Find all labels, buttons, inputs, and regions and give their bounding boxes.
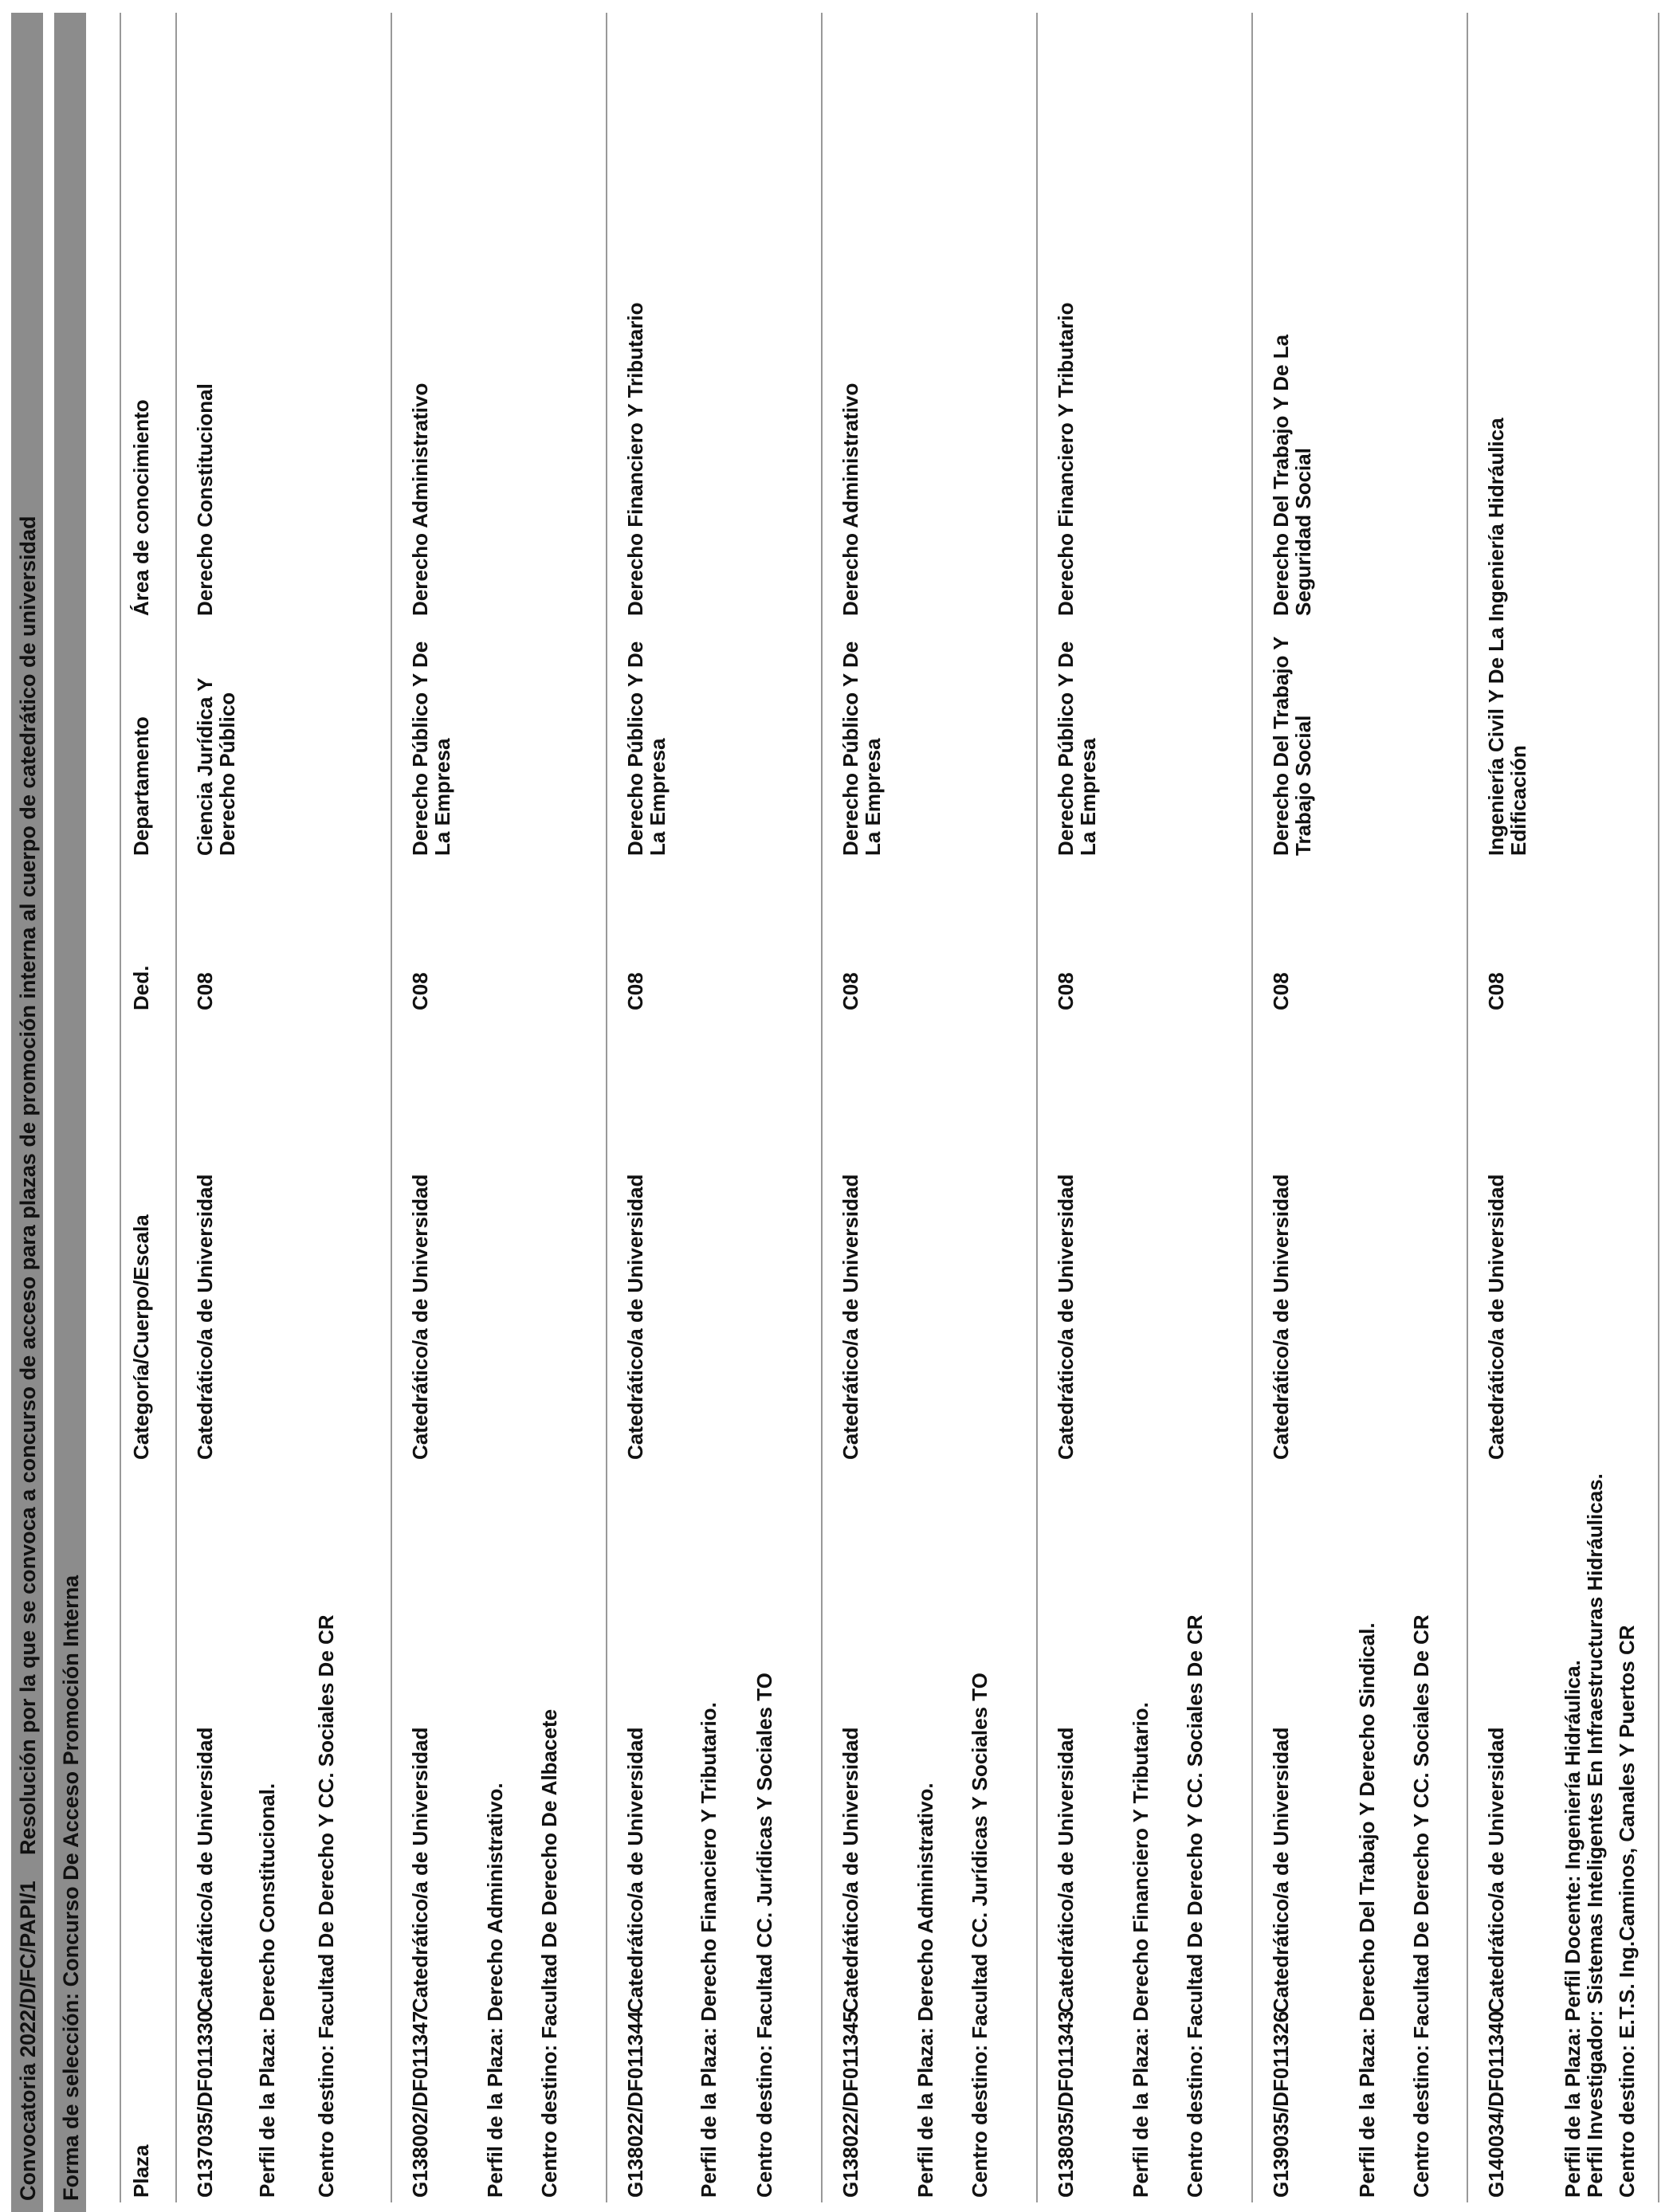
col-categoria: Categoría/Cuerpo/Escala xyxy=(129,1214,153,1460)
plaza-departamento-line2: La Empresa xyxy=(861,738,885,856)
col-area: Área de conocimiento xyxy=(129,399,153,616)
plaza-area: Derecho Financiero Y Tributario xyxy=(1054,302,1078,616)
plaza-departamento: Derecho Público Y De xyxy=(623,641,647,856)
plaza-categoria-short: Catedrático/a de Universidad xyxy=(408,1727,432,2013)
plaza-departamento: Derecho Del Trabajo Y xyxy=(1269,636,1293,856)
plaza-perfil: Perfil de la Plaza: Derecho Administrativo. xyxy=(913,1783,937,2198)
plaza-categoria: Catedrático/a de Universidad xyxy=(408,1174,432,1460)
col-plaza: Plaza xyxy=(129,2144,153,2198)
plaza-area: Derecho Administrativo xyxy=(408,382,432,616)
convocatoria-header-bar xyxy=(11,13,43,2212)
plaza-departamento: Derecho Público Y De xyxy=(408,641,432,856)
row-divider xyxy=(1467,13,1468,2202)
table-row xyxy=(1471,0,1673,2212)
plaza-code: G138035/DF011343 xyxy=(1054,2010,1078,2198)
plaza-centro-destino: Centro destino: Facultad De Derecho De Albacete xyxy=(537,1708,561,2198)
plaza-centro-destino: Centro destino: Facultad De Derecho Y CC. Sociales De CR xyxy=(1409,1614,1433,2198)
col-dedicacion: Ded. xyxy=(129,965,153,1010)
plaza-departamento: Ciencia Jurídica Y xyxy=(193,677,217,856)
plaza-categoria-short: Catedrático/a de Universidad xyxy=(623,1727,647,2013)
plaza-area-line2: Seguridad Social xyxy=(1291,448,1315,616)
convocatoria-code: Convocatoria 2022/D/FC/PAPI/1 xyxy=(16,1881,40,2201)
plaza-departamento-line2: Derecho Público xyxy=(215,692,239,856)
row-divider xyxy=(175,13,177,2202)
plaza-departamento-line2: Edificación xyxy=(1506,745,1530,856)
plaza-dedicacion: C08 xyxy=(408,972,432,1010)
plaza-perfil: Perfil de la Plaza: Derecho Del Trabajo Y Derecho Sindical. xyxy=(1355,1622,1379,2198)
plaza-categoria: Catedrático/a de Universidad xyxy=(1269,1174,1293,1460)
plaza-departamento-line2: La Empresa xyxy=(430,738,454,856)
plaza-centro-destino: Centro destino: Facultad De Derecho Y CC. Sociales De CR xyxy=(314,1614,338,2198)
plaza-departamento: Ingeniería Civil Y De La Ingeniería Hidráulica xyxy=(1484,418,1508,856)
plaza-dedicacion: C08 xyxy=(1054,972,1078,1010)
plaza-code: G140034/DF011340 xyxy=(1484,2010,1508,2198)
plaza-centro-destino: Centro destino: Facultad De Derecho Y CC. Sociales De CR xyxy=(1183,1614,1207,2198)
plaza-perfil: Perfil de la Plaza: Derecho Administrativo. xyxy=(483,1783,507,2198)
plaza-code: G139035/DF011326 xyxy=(1269,2010,1293,2198)
column-header-divider xyxy=(120,13,121,2202)
table-row xyxy=(395,0,604,2212)
plaza-departamento-line2: La Empresa xyxy=(1076,738,1100,856)
col-departamento: Departamento xyxy=(129,716,153,856)
plaza-area: Derecho Del Trabajo Y De La xyxy=(1269,334,1293,616)
plaza-departamento-line2: La Empresa xyxy=(646,738,670,856)
plaza-dedicacion: C08 xyxy=(623,972,647,1010)
plaza-code: G138022/DF011345 xyxy=(838,2010,862,2198)
plaza-dedicacion: C08 xyxy=(1484,972,1508,1010)
plaza-centro-destino: Centro destino: E.T.S. Ing.Caminos, Canales Y Puertos CR xyxy=(1615,1625,1639,2198)
table-row xyxy=(180,0,389,2212)
plaza-dedicacion: C08 xyxy=(838,972,862,1010)
table-row xyxy=(826,0,1035,2212)
plaza-dedicacion: C08 xyxy=(193,972,217,1010)
plaza-categoria-short: Catedrático/a de Universidad xyxy=(1054,1727,1078,2013)
plaza-code: G138022/DF011344 xyxy=(623,2010,647,2198)
plaza-departamento-line2: Trabajo Social xyxy=(1291,715,1315,856)
plaza-categoria: Catedrático/a de Universidad xyxy=(1054,1174,1078,1460)
plaza-perfil: Perfil de la Plaza: Perfil Docente: Ingeniería Hidráulica. xyxy=(1561,1660,1585,2198)
plaza-area: Derecho Administrativo xyxy=(838,382,862,616)
plaza-area: Derecho Financiero Y Tributario xyxy=(623,302,647,616)
plaza-categoria: Catedrático/a de Universidad xyxy=(838,1174,862,1460)
plaza-centro-destino: Centro destino: Facultad CC. Jurídicas Y Sociales TO xyxy=(752,1673,776,2198)
table-row xyxy=(1256,0,1465,2212)
row-divider xyxy=(606,13,607,2202)
row-divider xyxy=(391,13,392,2202)
plaza-categoria-short: Catedrático/a de Universidad xyxy=(1484,1727,1508,2013)
plaza-dedicacion: C08 xyxy=(1269,972,1293,1010)
plaza-categoria: Catedrático/a de Universidad xyxy=(193,1174,217,1460)
plaza-categoria-short: Catedrático/a de Universidad xyxy=(1269,1727,1293,2013)
table-row xyxy=(611,0,819,2212)
plaza-code: G138002/DF011347 xyxy=(408,2010,432,2198)
plaza-categoria: Catedrático/a de Universidad xyxy=(623,1174,647,1460)
plaza-departamento: Derecho Público Y De xyxy=(1054,641,1078,856)
resolucion-title: Resolución por la que se convoca a concurso de acceso para plazas de promoción interna al cuerpo de catedrático de universidad xyxy=(16,516,40,1855)
row-divider xyxy=(1036,13,1038,2202)
forma-seleccion-bar xyxy=(54,13,86,2212)
plaza-departamento: Derecho Público Y De xyxy=(838,641,862,856)
row-divider xyxy=(1658,13,1659,2202)
plaza-perfil: Perfil de la Plaza: Derecho Constitucional. xyxy=(255,1783,279,2198)
plaza-categoria: Catedrático/a de Universidad xyxy=(1484,1174,1508,1460)
row-divider xyxy=(1251,13,1253,2202)
plaza-categoria-short: Catedrático/a de Universidad xyxy=(838,1727,862,2013)
plaza-perfil-line2: Perfil Investigador: Sistemas Inteligentes En Infraestructuras Hidráulicas. xyxy=(1583,1473,1607,2198)
plaza-perfil: Perfil de la Plaza: Derecho Financiero Y Tributario. xyxy=(697,1702,721,2198)
plaza-area: Derecho Constitucional xyxy=(193,383,217,616)
table-row xyxy=(1041,0,1250,2212)
forma-seleccion-text: Forma de selección: Concurso De Acceso Promoción Interna xyxy=(59,1575,83,2201)
plaza-code: G137035/DF011330 xyxy=(193,2010,217,2198)
row-divider xyxy=(821,13,823,2202)
plaza-centro-destino: Centro destino: Facultad CC. Jurídicas Y Sociales TO xyxy=(968,1673,992,2198)
plaza-categoria-short: Catedrático/a de Universidad xyxy=(193,1727,217,2013)
plaza-perfil: Perfil de la Plaza: Derecho Financiero Y Tributario. xyxy=(1129,1702,1153,2198)
